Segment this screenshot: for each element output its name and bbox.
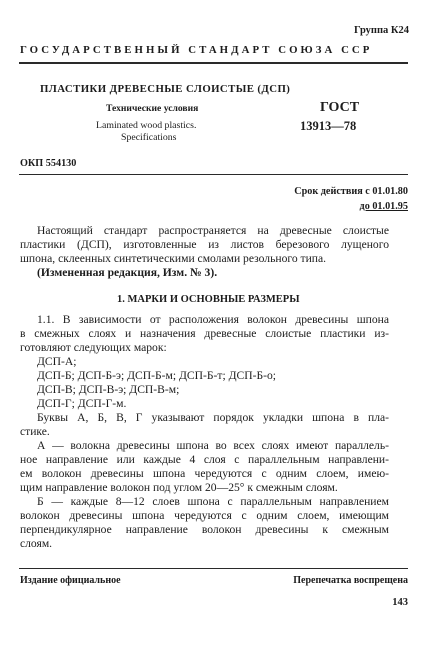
validity-to: до 01.01.95: [359, 201, 408, 212]
document-subtitle: Технические условия: [106, 103, 199, 114]
grade-list-2: ДСП-Б; ДСП-Б-э; ДСП-Б-м; ДСП-Б-т; ДСП-Б-о;: [37, 369, 276, 382]
group-code: Группа К24: [353, 25, 409, 36]
okp-rule: [19, 174, 408, 175]
english-title-line1: Laminated wood plastics.: [96, 120, 197, 131]
p4-line-2: волокон древесины шпона чередуются с одним слоем, имеющим: [20, 509, 389, 522]
footer-rule: [19, 568, 408, 569]
gost-number: 13913—78: [300, 119, 357, 133]
reprint-prohibited: Перепечатка воспрещена: [293, 575, 408, 586]
p4-line-3: перпендикулярное направление волокон древесины к смежным: [20, 523, 389, 536]
p3-line-1: А — волокна древесины шпона во всех слоях имеют параллель-: [37, 439, 389, 452]
grade-list-1: ДСП-А;: [37, 355, 77, 368]
document-title: ПЛАСТИКИ ДРЕВЕСНЫЕ СЛОИСТЫЕ (ДСП): [40, 83, 291, 95]
section-heading: 1. МАРКИ И ОСНОВНЫЕ РАЗМЕРЫ: [117, 294, 300, 305]
revision-note: (Измененная редакция, Изм. № 3).: [37, 266, 218, 279]
p4-line-4: слоям.: [20, 537, 53, 550]
english-title-line2: Specifications: [121, 132, 177, 143]
grade-list-3: ДСП-В; ДСП-В-э; ДСП-В-м;: [37, 383, 180, 396]
gost-label: ГОСТ: [320, 100, 360, 115]
grade-list-4: ДСП-Г; ДСП-Г-м.: [37, 397, 127, 410]
p2-line-1: Буквы А, Б, В, Г указывают порядок укладки шпона в пла-: [37, 411, 389, 424]
page-number: 143: [392, 597, 408, 608]
intro-line-1: Настоящий стандарт распространяется на древесные слоистые: [37, 224, 389, 237]
standard-title: ГОСУДАРСТВЕННЫЙ СТАНДАРТ СОЮЗА ССР: [20, 44, 373, 56]
p1-line-2: в смежных слоях и назначения древесные слоистые пластики из-: [20, 327, 389, 340]
p2-line-2: стике.: [20, 425, 50, 438]
p3-line-3: ем волокон древесины шпона чередуются с одним слоем, имею-: [20, 467, 389, 480]
intro-line-3: шпона, склеенных синтетическими смолами резольного типа.: [20, 252, 327, 265]
validity-from: Срок действия с 01.01.80: [294, 186, 408, 197]
p3-line-4: щим направление волокон под углом 20—25° к смежным слоям.: [20, 481, 338, 494]
p1-line-1: 1.1. В зависимости от расположения волокон древесины шпона: [37, 313, 389, 326]
header-rule: [19, 62, 408, 64]
p3-line-2: ное направление или каждые 4 слоя с параллельным направлени-: [20, 453, 389, 466]
p4-line-1: Б — каждые 8—12 слоев шпона с параллельным направлением: [37, 495, 389, 508]
p1-line-3: готовляют следующих марок:: [20, 341, 167, 354]
okp-code: ОКП 554130: [20, 158, 77, 169]
intro-line-2: пластики (ДСП), изготовленные из листов березового лущеного: [20, 238, 389, 251]
official-edition: Издание официальное: [20, 575, 121, 586]
